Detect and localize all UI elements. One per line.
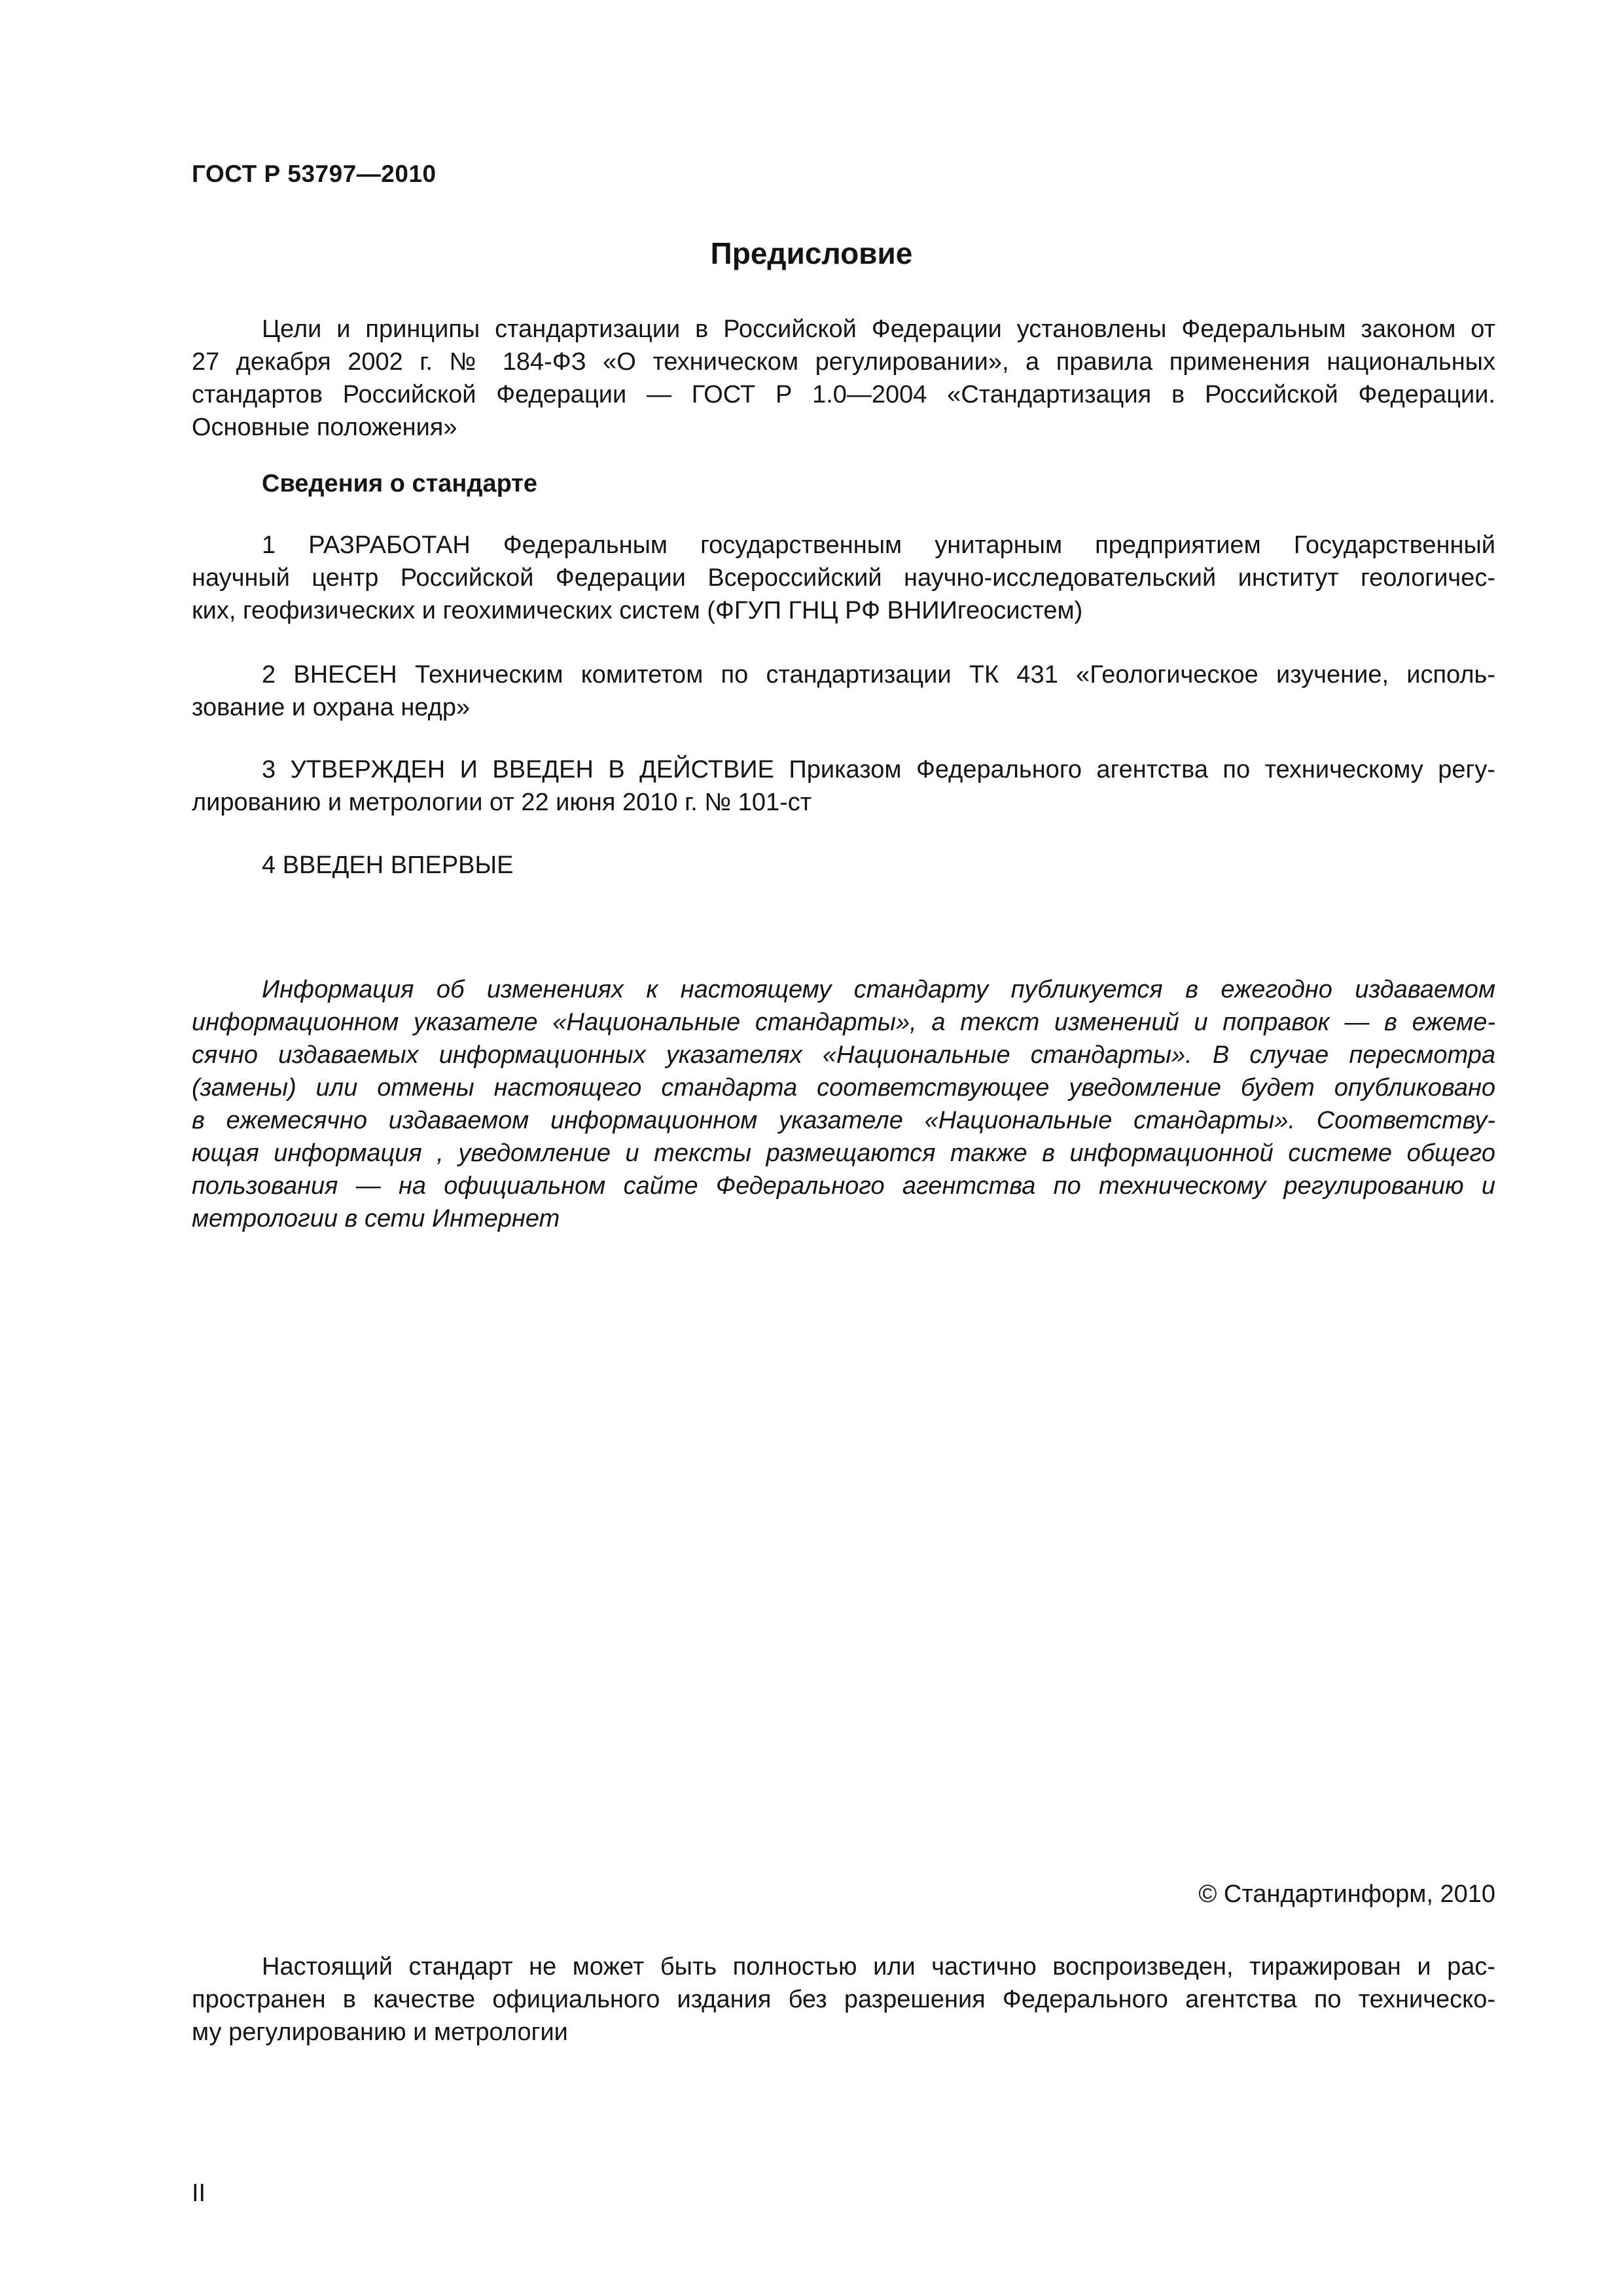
standard-info-item-2 xyxy=(192,658,1495,724)
restriction-line: му регулированию и метрологии xyxy=(192,2018,568,2046)
standard-info-item-1 xyxy=(192,529,1495,627)
page-title: Предисловие xyxy=(710,236,913,270)
notice-line: информационном указателе «Национальные стандарты», а текст изменений и поправок — в ежеме- xyxy=(192,1009,1495,1036)
copyright-notice: © Стандартинформ, 2010 xyxy=(1198,1880,1495,1908)
intro-line: Цели и принципы стандартизации в Российской Федерации установлены Федеральным законом от xyxy=(262,315,1495,343)
notice-line: метрологии в сети Интернет xyxy=(192,1205,560,1232)
notice-line: сячно издаваемых информационных указателях «Национальные стандарты». В случае пересмотра xyxy=(192,1041,1495,1069)
notice-paragraph xyxy=(192,973,1495,1235)
intro-paragraph xyxy=(192,313,1495,444)
item-line: ких, геофизических и геохимических систем (ФГУП ГНЦ РФ ВНИИгеосистем) xyxy=(192,597,1083,624)
intro-line: стандартов Российской Федерации — ГОСТ Р 1.0—2004 «Стандартизация в Российской Федерации. xyxy=(192,381,1495,408)
standard-info-heading: Сведения о стандарте xyxy=(262,470,538,497)
restriction-line: пространен в качестве официального издания без разрешения Федерального агентства по техническо- xyxy=(192,1986,1495,2013)
restriction-paragraph xyxy=(192,1950,1495,2049)
notice-line: Информация об изменениях к настоящему стандарту публикуется в ежегодно издаваемом xyxy=(262,976,1495,1003)
item-line: 3 УТВЕРЖДЕН И ВВЕДЕН В ДЕЙСТВИЕ Приказом Федерального агентства по техническому регу- xyxy=(262,756,1495,783)
notice-line: (замены) или отмены настоящего стандарта соответствующее уведомление будет опубликовано xyxy=(192,1074,1495,1102)
restriction-line: Настоящий стандарт не может быть полностью или частично воспроизведен, тиражирован и рас- xyxy=(262,1953,1495,1981)
intro-line: Основные положения» xyxy=(192,414,457,441)
item-line: научный центр Российской Федерации Всероссийский научно-исследовательский институт геологичес- xyxy=(192,564,1495,592)
item-line: зование и охрана недр» xyxy=(192,694,471,721)
item-line: 2 ВНЕСЕН Техническим комитетом по стандартизации ТК 431 «Геологическое изучение, исполь- xyxy=(262,661,1495,689)
notice-line: в ежемесячно издаваемом информационном указателе «Национальные стандарты». Соответству- xyxy=(192,1107,1495,1134)
intro-line: 27 декабря 2002 г. № 184-ФЗ «О техническом регулировании», а правила применения национальных xyxy=(192,348,1495,376)
item-line: лированию и метрологии от 22 июня 2010 г. № 101-ст xyxy=(192,789,812,816)
item-line: 4 ВВЕДЕН ВПЕРВЫЕ xyxy=(262,852,514,879)
standard-info-item-4 xyxy=(192,849,1495,882)
notice-line: ющая информация , уведомление и тексты размещаются также в информационной системе общего xyxy=(192,1139,1495,1167)
standard-info-item-3 xyxy=(192,753,1495,819)
notice-line: пользования — на официальном сайте Федерального агентства по техническому регулированию и xyxy=(192,1172,1495,1200)
page-number: II xyxy=(192,2179,206,2207)
item-line: 1 РАЗРАБОТАН Федеральным государственным унитарным предприятием Государственный xyxy=(262,531,1495,559)
document-code: ГОСТ Р 53797—2010 xyxy=(192,160,437,187)
